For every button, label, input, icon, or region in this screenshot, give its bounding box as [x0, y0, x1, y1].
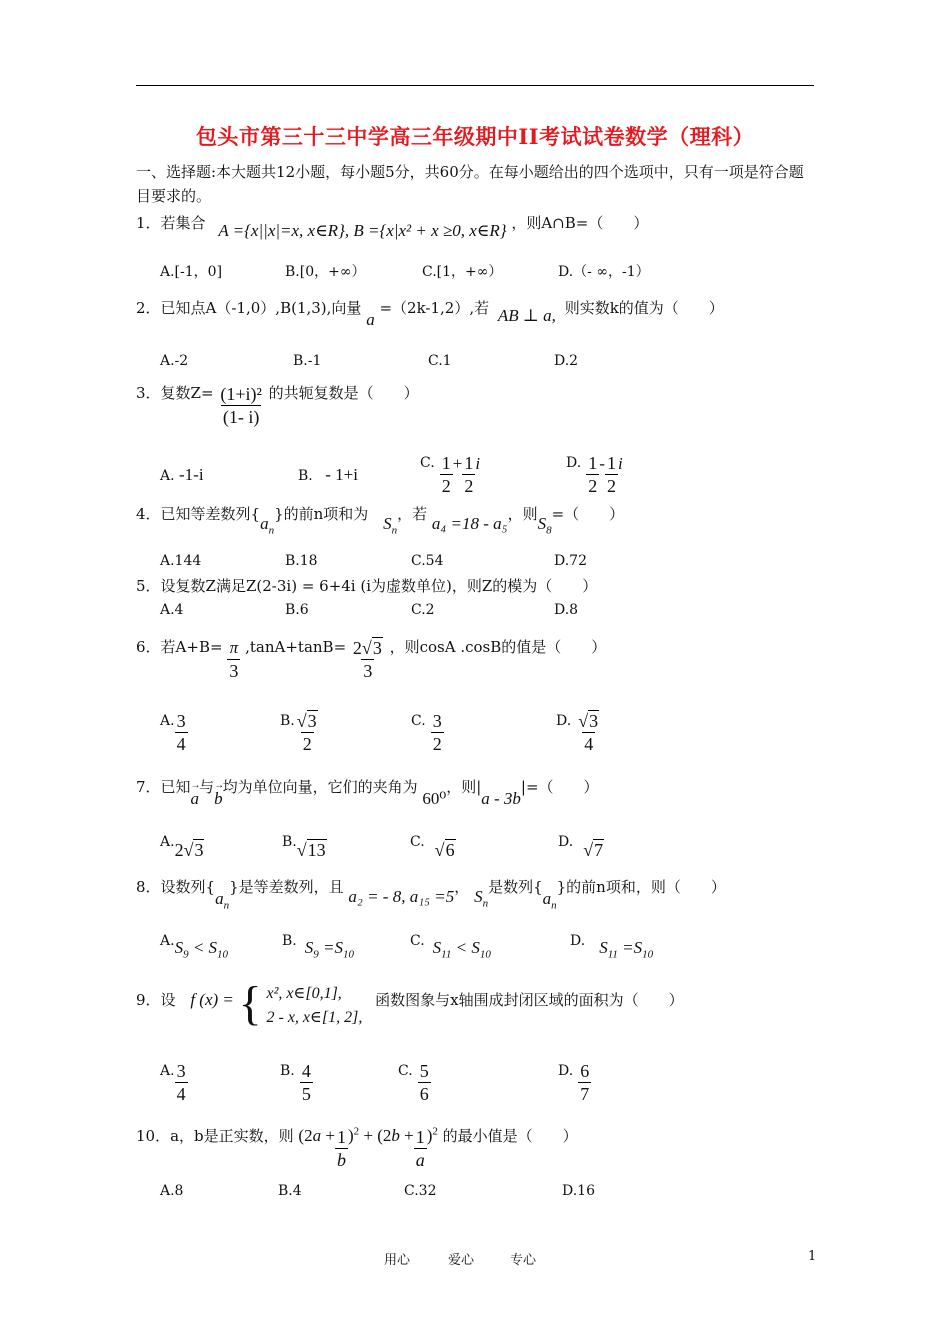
q9-option-b: B. $\frac{4}{5}$	[280, 1061, 311, 1104]
q2-option-b: B.-1	[293, 353, 322, 369]
footer-mid: 爱心	[448, 1253, 475, 1268]
header-rule	[136, 85, 814, 86]
q10-option-c: C.32	[404, 1183, 437, 1199]
q5-option-d: D.8	[554, 602, 579, 618]
q2-option-d: D.2	[554, 353, 579, 369]
q6-option-d: D. $\frac{√3}{4}$	[556, 711, 599, 754]
q6-option-c: C. $\frac{3}{2}$	[411, 711, 442, 754]
page-number: 1	[808, 1249, 817, 1264]
q9-option-c: C. $\frac{5}{6}$	[398, 1061, 429, 1104]
q2-option-c: C.1	[428, 353, 452, 369]
q10-option-b: B.4	[278, 1183, 302, 1199]
q4-option-b: B.18	[285, 553, 318, 569]
q9-option-a: A. $\frac{3}{4}$	[160, 1061, 186, 1104]
question-10: 10．a，b是正实数，则 (2a + $\frac{1}{b}$ )$^2$ + (2b + $\frac{1}{a}$ )$^2$ 的最小值是（ ）	[136, 1124, 578, 1170]
q5-option-b: B.6	[285, 602, 309, 618]
q7-option-b: B.√13	[282, 834, 326, 860]
q7-option-c: C. √6	[410, 834, 455, 860]
question-4: 4．已知等差数列$\{a_n\}$的前n项和为 $S_n$，若 a₄ =18 - a₅，则$S_8=$（ ）	[136, 505, 625, 537]
q1-option-d: D.（- ∞，-1）	[558, 264, 650, 280]
q8-option-a: $A.S_9 < S_{10}$	[160, 933, 229, 961]
question-2: 2．已知点A（-1,0）,B(1,3),向量 a =（2k-1,2）,若 AB ⊥ a, 则实数k的值为（ ）	[136, 299, 724, 329]
page-title: 包头市第三十三中学高三年级期中II考试试卷数学（理科）	[195, 124, 755, 149]
q3-option-a: A. -1-i	[160, 465, 204, 484]
q1-option-a: A.[-1，0]	[160, 264, 223, 280]
q1-option-b: B.[0，+∞）	[285, 264, 366, 280]
q10-option-d: D.16	[562, 1183, 595, 1199]
q3-option-d: D. $\frac{1}{2}$ - $\frac{1}{2}$ i	[566, 453, 623, 496]
q7-option-a: A.2√3	[160, 834, 204, 860]
q8-option-c: C. $S_{11} < S_{10}$	[410, 933, 491, 961]
q5-option-c: C.2	[411, 602, 435, 618]
footer-right: 专心	[510, 1253, 537, 1268]
q10-option-a: A.8	[160, 1183, 184, 1199]
q6-option-b: B. $\frac{√3}{2}$	[280, 711, 317, 754]
q3-fraction: $\frac{\text{(1+i)²}}{(1- i)}$	[220, 384, 262, 427]
q4-option-c: C.54	[411, 553, 444, 569]
q4-option-a: A.144	[160, 553, 202, 569]
q5-option-a: A.4	[160, 602, 184, 618]
question-6: 6．若A+B= $\frac{\pi}{3}$ ,tanA+tanB= $\frac{2√3}{3}$ ，则cosA .cosB的值是（ ）	[136, 637, 607, 681]
q9-option-d: D. $\frac{6}{7}$	[558, 1061, 590, 1104]
q8-option-d: D. $S_{11} =S_{10}$	[570, 933, 654, 961]
section-intro: 一、选择题:本大题共12小题，每小题5分，共60分。在每小题给出的四个选项中，只有一项是符合题目要求的。	[136, 163, 804, 205]
question-5: 5．设复数Z满足Z(2-3i) = 6+4i (i为虚数单位)，则Z的模为（ ）	[136, 577, 598, 595]
q6-option-a: A. $\frac{3}{4}$	[160, 711, 186, 754]
q7-option-d: D. √7	[558, 834, 604, 860]
question-1: 1．若集合 A ={x||x|=x, x∈R}, B ={x|x² + x ≥0, x∈R} ，则A∩B=（ ）	[136, 214, 649, 240]
q3-option-c: C. $\frac{1}{2}$ + $\frac{1}{2}$ i	[420, 453, 481, 496]
q3-option-b: B. - 1+i	[298, 465, 358, 484]
q2-option-a: A.-2	[160, 353, 189, 369]
q4-option-d: D.72	[554, 553, 587, 569]
q1-math: A ={x||x|=x, x∈R}, B ={x|x² + x ≥0, x∈R}	[218, 221, 507, 240]
question-3: 3．复数Z= $\frac{\text{(1+i)²}}{(1- i)}$ 的共轭复数是（ ）	[136, 383, 419, 427]
question-9: 9．设 f (x) = { x², x∈[0,1], 2 - x, x∈[1, 2], 函数图象与x轴围成封闭区域的面积为（ ）	[136, 977, 684, 1030]
q8-option-b: B. $S_9 =S_{10}$	[282, 933, 354, 961]
question-7: 7．已知→ a与→ b均为单位向量，它们的夹角为 60⁰，则|a - 3b|=（ ）	[136, 776, 599, 798]
footer-left: 用心	[384, 1253, 411, 1268]
q1-option-c: C.[1，+∞）	[422, 264, 503, 280]
question-8: 8．设数列$\{a_n\}$是等差数列，且 a₂ = - 8, a₁₅ =5， $S_n$是数列$\{a_n\}$的前n项和，则（ ）	[136, 878, 726, 912]
